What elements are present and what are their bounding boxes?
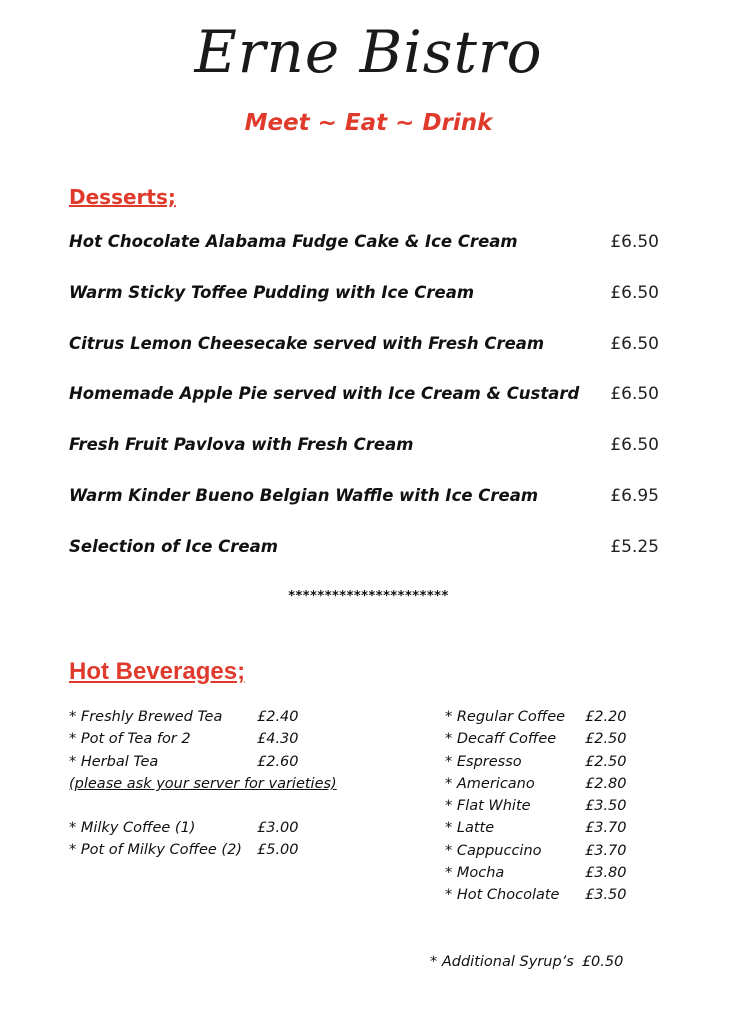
dessert-list bbox=[69, 232, 659, 588]
beverage-name: * Hot Chocolate bbox=[445, 887, 560, 904]
restaurant-title: Erne Bistro bbox=[194, 18, 543, 86]
beverage-item bbox=[445, 887, 645, 909]
syrup-price: £0.50 bbox=[581, 954, 624, 970]
beverage-name: * Pot of Milky Coffee (2) bbox=[69, 842, 242, 859]
dessert-item bbox=[69, 537, 659, 588]
dessert-name: Fresh Fruit Pavlova with Fresh Cream bbox=[69, 435, 414, 455]
tea-varieties-note: (please ask your server for varieties) bbox=[69, 776, 337, 792]
dessert-price: £6.50 bbox=[610, 232, 659, 252]
beverage-price: £2.40 bbox=[257, 709, 299, 725]
beverage-price: £3.70 bbox=[585, 842, 627, 859]
dessert-price: £5.25 bbox=[610, 536, 659, 557]
milky-coffee-list bbox=[69, 820, 349, 865]
beverage-price: £3.50 bbox=[585, 798, 627, 815]
beverage-name: * Milky Coffee (1) bbox=[69, 820, 196, 836]
beverage-item bbox=[445, 731, 645, 753]
tea-list bbox=[69, 709, 349, 776]
beverage-price: £2.50 bbox=[585, 753, 627, 770]
dessert-name: Homemade Apple Pie served with Ice Cream & Custard bbox=[69, 384, 580, 404]
beverage-name: * Mocha bbox=[445, 865, 505, 882]
beverage-item bbox=[445, 776, 645, 798]
beverage-item bbox=[69, 731, 349, 753]
beverage-price: £3.00 bbox=[257, 820, 299, 836]
beverage-item bbox=[69, 709, 349, 731]
beverage-name: * Latte bbox=[445, 820, 495, 837]
beverage-name: * Herbal Tea bbox=[69, 753, 159, 770]
dessert-name: Citrus Lemon Cheesecake served with Fresh Cream bbox=[69, 333, 545, 353]
beverage-item bbox=[445, 843, 645, 865]
desserts-heading: Desserts; bbox=[69, 185, 176, 209]
dessert-name: Warm Kinder Bueno Belgian Waffle with Ice Cream bbox=[69, 485, 539, 505]
dessert-item bbox=[69, 232, 659, 283]
dessert-price: £6.50 bbox=[610, 282, 659, 303]
beverage-price: £2.20 bbox=[585, 709, 627, 725]
tagline: Meet ~ Eat ~ Drink bbox=[244, 110, 493, 136]
beverage-name: * Freshly Brewed Tea bbox=[69, 709, 223, 725]
dessert-item bbox=[69, 283, 659, 334]
beverage-price: £2.50 bbox=[585, 731, 627, 748]
syrup-name: * Additional Syrup’s bbox=[430, 954, 574, 970]
beverage-item bbox=[445, 754, 645, 776]
beverage-price: £2.80 bbox=[585, 775, 627, 792]
beverage-price: £3.80 bbox=[585, 865, 627, 882]
dessert-item bbox=[69, 435, 659, 486]
dessert-price: £6.50 bbox=[610, 384, 659, 405]
beverage-name: * Regular Coffee bbox=[445, 709, 566, 725]
beverage-item bbox=[445, 709, 645, 731]
beverage-item bbox=[445, 865, 645, 887]
beverage-name: * Cappuccino bbox=[445, 842, 542, 859]
beverage-name: * Decaff Coffee bbox=[445, 731, 557, 748]
section-divider: ********************** bbox=[288, 589, 449, 604]
dessert-name: Selection of Ice Cream bbox=[69, 536, 278, 556]
dessert-name: Hot Chocolate Alabama Fudge Cake & Ice Cream bbox=[69, 232, 518, 251]
dessert-name: Warm Sticky Toffee Pudding with Ice Cream bbox=[69, 282, 475, 302]
beverage-name: * Americano bbox=[445, 775, 535, 792]
beverage-price: £5.00 bbox=[257, 842, 299, 859]
coffee-list bbox=[445, 709, 645, 910]
additional-syrup bbox=[430, 954, 623, 970]
beverage-name: * Pot of Tea for 2 bbox=[69, 731, 191, 748]
dessert-item bbox=[69, 486, 659, 537]
beverage-price: £3.50 bbox=[585, 887, 627, 904]
beverage-price: £2.60 bbox=[257, 753, 299, 770]
hot-beverages-heading: Hot Beverages; bbox=[69, 658, 246, 685]
beverage-price: £4.30 bbox=[257, 731, 299, 748]
dessert-price: £6.95 bbox=[610, 485, 659, 506]
beverage-name: * Espresso bbox=[445, 753, 522, 770]
beverage-item bbox=[69, 754, 349, 776]
beverage-item bbox=[69, 820, 349, 842]
beverage-name: * Flat White bbox=[445, 798, 531, 815]
beverage-item bbox=[445, 798, 645, 820]
beverage-price: £3.70 bbox=[585, 820, 627, 837]
dessert-item bbox=[69, 384, 659, 435]
dessert-price: £6.50 bbox=[610, 435, 659, 456]
beverage-item bbox=[445, 820, 645, 842]
dessert-price: £6.50 bbox=[610, 333, 659, 354]
beverage-item bbox=[69, 842, 349, 864]
dessert-item bbox=[69, 334, 659, 385]
